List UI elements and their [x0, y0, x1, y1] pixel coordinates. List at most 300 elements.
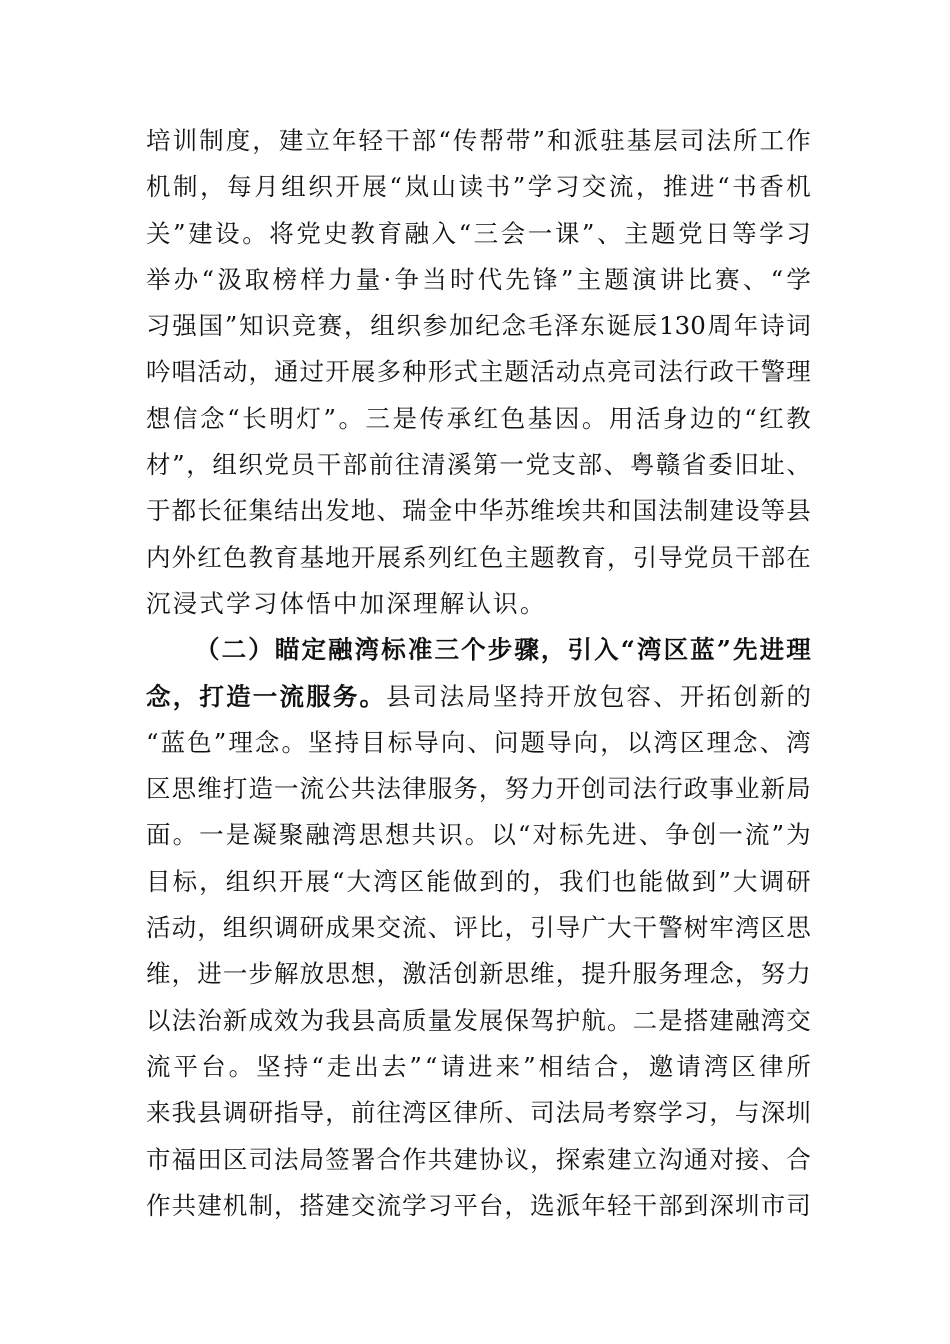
text-glyph: 先	[505, 264, 530, 294]
text-glyph: 台	[201, 1051, 226, 1081]
text-glyph: 第	[473, 450, 498, 480]
text-glyph: 机	[786, 172, 811, 202]
text-glyph: 司	[248, 1144, 273, 1174]
text-glyph: 作	[146, 1190, 171, 1220]
text-glyph: 活	[197, 357, 222, 387]
text-glyph: 思	[786, 913, 811, 943]
text-glyph: 是	[225, 820, 251, 850]
text-glyph: 一	[199, 820, 224, 850]
text-glyph: 深	[760, 1098, 786, 1128]
text-glyph: 来	[146, 1098, 171, 1128]
text-glyph: 放	[573, 681, 598, 711]
text-glyph: 习	[786, 218, 811, 248]
text-glyph: 来	[495, 1051, 521, 1081]
text-glyph: 融	[735, 1005, 760, 1035]
text-glyph: 设	[735, 496, 760, 526]
text-glyph: 当	[422, 264, 447, 294]
text-glyph: 去	[381, 1051, 407, 1081]
text-glyph: 县	[197, 1098, 222, 1128]
text-glyph: 代	[477, 264, 503, 294]
text-line	[146, 488, 811, 534]
text-glyph: 公	[325, 774, 350, 804]
text-glyph: 活	[427, 959, 453, 989]
text-glyph: 成	[248, 1005, 273, 1035]
text-line	[146, 442, 811, 488]
text-glyph: 干	[632, 913, 658, 943]
text-glyph: 瞄	[274, 635, 300, 665]
text-glyph: 圳	[786, 1098, 811, 1128]
text-glyph: 、	[638, 820, 664, 850]
text-glyph: “	[424, 1051, 438, 1081]
text-glyph: 协	[478, 1144, 504, 1174]
text-glyph: 国	[198, 311, 223, 341]
text-glyph: “	[517, 820, 531, 850]
text-glyph: 每	[227, 172, 252, 202]
text-glyph: 、	[467, 727, 492, 757]
text-glyph: 集	[248, 496, 273, 526]
text-glyph: 题	[504, 357, 530, 387]
text-glyph: 的	[717, 403, 742, 433]
text-glyph: 纪	[475, 311, 500, 341]
body-text	[146, 118, 811, 1229]
text-glyph: 推	[663, 172, 688, 202]
text-glyph: 点	[581, 357, 606, 387]
text-glyph: 湾	[354, 635, 380, 665]
text-glyph: 思	[325, 959, 350, 989]
text-glyph: 流	[744, 820, 770, 850]
text-glyph: 努	[760, 959, 786, 989]
text-glyph: 学	[658, 1098, 683, 1128]
text-glyph: 色	[500, 403, 526, 433]
text-glyph: ，	[478, 774, 504, 804]
text-glyph: 开	[555, 774, 581, 804]
text-glyph: 一	[252, 681, 278, 711]
text-glyph: 请	[676, 1051, 701, 1081]
text-glyph: 导	[547, 727, 572, 757]
text-glyph: ”	[581, 218, 595, 248]
text-glyph: ，	[540, 635, 566, 665]
text-glyph: ”	[718, 866, 731, 896]
text-glyph: 用	[608, 403, 634, 433]
text-glyph: 目	[361, 727, 386, 757]
text-glyph: 以	[146, 1005, 171, 1035]
text-glyph: 我	[325, 1005, 350, 1035]
text-glyph: 习	[554, 172, 580, 202]
text-glyph: 察	[632, 1098, 658, 1128]
text-glyph: 进	[612, 820, 637, 850]
text-glyph: 保	[504, 1005, 530, 1035]
text-glyph: 区	[222, 1144, 248, 1174]
text-glyph: 法	[632, 774, 658, 804]
text-glyph: 训	[172, 126, 198, 155]
text-glyph: 坚	[256, 1051, 281, 1081]
text-glyph: 念	[501, 311, 527, 341]
text-glyph: 建	[325, 1190, 350, 1220]
text-glyph: 共	[581, 496, 606, 526]
text-glyph: 入	[431, 218, 457, 248]
text-glyph: ”	[716, 635, 731, 665]
text-glyph: 请	[440, 1051, 465, 1081]
text-line	[146, 859, 811, 905]
text-glyph: 和	[547, 126, 572, 155]
text-glyph: 新	[760, 774, 786, 804]
text-glyph: 演	[632, 264, 657, 294]
text-glyph: 考	[606, 1098, 632, 1128]
text-glyph: 打	[199, 681, 224, 711]
text-glyph: 习	[427, 1190, 453, 1220]
text-glyph: ，	[274, 1190, 299, 1220]
text-glyph: 活	[635, 403, 661, 433]
text-glyph: 的	[505, 866, 531, 896]
text-glyph: 沟	[658, 1144, 683, 1174]
text-glyph: “	[458, 218, 472, 248]
text-glyph: 加	[449, 311, 474, 341]
text-line	[146, 535, 811, 581]
text-glyph: ，	[709, 1098, 734, 1128]
text-glyph: 对	[532, 820, 557, 850]
text-glyph: 质	[402, 1005, 427, 1035]
text-glyph: 为	[299, 1005, 325, 1035]
text-glyph: 国	[632, 496, 658, 526]
text-glyph: 持	[334, 727, 360, 757]
text-glyph: 市	[146, 1144, 171, 1174]
text-glyph: 台	[478, 1190, 504, 1220]
text-glyph: 部	[411, 126, 437, 155]
text-glyph: 田	[197, 1144, 222, 1174]
text-glyph: 基	[299, 542, 325, 572]
text-glyph: “	[620, 635, 635, 665]
text-glyph: 指	[274, 1098, 299, 1128]
text-glyph: 轻	[606, 1190, 632, 1220]
text-glyph: 大	[606, 913, 632, 943]
text-glyph: 区	[399, 866, 425, 896]
text-glyph: 到	[479, 866, 504, 896]
text-glyph: 理	[683, 959, 709, 989]
text-glyph: 调	[222, 1098, 248, 1128]
text-glyph: 合	[376, 1144, 401, 1174]
text-glyph: 交	[581, 172, 607, 202]
text-glyph: 一	[222, 959, 248, 989]
text-glyph: 引	[632, 542, 658, 572]
text-glyph: 习	[683, 1098, 709, 1128]
text-line	[146, 257, 811, 303]
text-glyph: 征	[222, 496, 248, 526]
text-glyph: 身	[663, 403, 688, 433]
text-glyph: 问	[493, 727, 519, 757]
text-glyph: 治	[197, 1005, 222, 1035]
text-glyph: 力	[328, 264, 353, 294]
text-glyph: 二	[632, 1005, 658, 1035]
text-glyph: 流	[279, 681, 304, 711]
text-glyph: 研	[248, 1098, 273, 1128]
text-glyph: 局	[299, 1144, 325, 1174]
text-glyph: 制	[683, 496, 709, 526]
text-glyph: 解	[274, 959, 299, 989]
text-glyph: ，	[172, 681, 198, 711]
text-glyph: 导	[299, 1098, 325, 1128]
text-glyph: 华	[478, 496, 504, 526]
text-glyph: ，	[504, 913, 530, 943]
text-glyph: 年	[331, 126, 357, 155]
text-glyph: 往	[394, 450, 420, 480]
text-glyph: 地	[325, 542, 350, 572]
text-glyph: 岚	[404, 172, 429, 202]
text-glyph: 思	[358, 820, 383, 850]
text-glyph: 蓝	[690, 635, 715, 665]
text-glyph: 向	[440, 727, 466, 757]
text-glyph: 发	[453, 1005, 478, 1035]
text-glyph: 组	[225, 866, 251, 896]
text-glyph: 习	[146, 311, 171, 341]
text-glyph: 组	[281, 172, 306, 202]
text-glyph: 研	[299, 913, 325, 943]
text-glyph: 取	[244, 264, 270, 294]
text-glyph: 建	[709, 1005, 734, 1035]
text-glyph: ·	[383, 264, 392, 294]
text-glyph: 东	[580, 311, 605, 341]
text-glyph: 党	[525, 450, 550, 480]
text-glyph: 等	[760, 496, 786, 526]
text-glyph: 层	[653, 126, 678, 155]
text-glyph: 邀	[648, 1051, 674, 1081]
text-glyph: 流	[608, 172, 634, 202]
text-glyph: 题	[520, 727, 545, 757]
text-glyph: 思	[171, 774, 197, 804]
text-glyph: 务	[453, 774, 478, 804]
text-glyph: 进	[690, 172, 715, 202]
text-glyph: 将	[269, 218, 294, 248]
text-glyph: 造	[248, 774, 273, 804]
text-glyph: ，	[606, 542, 632, 572]
text-glyph: 法	[439, 681, 465, 711]
text-glyph: 的	[786, 681, 811, 711]
text-glyph: 色	[222, 542, 248, 572]
text-glyph: ”	[173, 218, 186, 248]
text-glyph: ，	[171, 959, 197, 989]
text-glyph: 信	[173, 403, 198, 433]
text-glyph: 组	[222, 913, 248, 943]
text-glyph: 果	[350, 913, 376, 943]
text-glyph: 都	[171, 496, 197, 526]
text-glyph: ，	[530, 1144, 555, 1174]
text-glyph: 基	[626, 126, 652, 155]
text-glyph: 识	[438, 820, 463, 850]
text-glyph: 能	[638, 866, 664, 896]
text-glyph: 牢	[709, 913, 734, 943]
text-glyph: 样	[300, 264, 325, 294]
text-glyph: 办	[173, 264, 199, 294]
text-glyph: 引	[567, 635, 593, 665]
text-glyph: 流	[376, 1190, 401, 1220]
text-glyph: 务	[332, 681, 358, 711]
text-glyph: 主	[576, 264, 602, 294]
text-glyph: 种	[402, 357, 427, 387]
text-glyph: 长	[197, 496, 222, 526]
text-glyph: 材	[146, 450, 171, 480]
text-glyph: 湾	[735, 913, 760, 943]
text-glyph: 平	[173, 1051, 199, 1081]
text-glyph: 、	[742, 264, 768, 294]
text-glyph: 湾	[402, 1098, 427, 1128]
text-glyph: 课	[554, 218, 580, 248]
text-glyph: 与	[735, 1098, 760, 1128]
text-glyph: 。	[338, 403, 363, 433]
text-glyph: 日	[705, 218, 730, 248]
text-glyph: 司	[632, 357, 658, 387]
text-glyph: 月	[254, 172, 279, 202]
text-glyph: 诞	[606, 311, 632, 341]
text-glyph: 以	[626, 727, 652, 757]
text-glyph: 发	[325, 496, 350, 526]
text-glyph: ，	[344, 311, 369, 341]
text-glyph: 、	[427, 913, 453, 943]
text-glyph: 建	[606, 1144, 632, 1174]
text-glyph: 三	[365, 403, 390, 433]
text-glyph: 边	[690, 403, 715, 433]
text-glyph: 湾	[703, 1051, 729, 1081]
text-glyph: 。	[242, 218, 267, 248]
text-glyph: 大	[733, 866, 758, 896]
text-glyph: 所	[733, 126, 758, 155]
text-glyph: 立	[305, 126, 330, 155]
text-glyph: 毛	[527, 311, 553, 341]
text-glyph: 维	[197, 774, 222, 804]
text-glyph: “	[744, 403, 757, 433]
text-glyph: 工	[759, 126, 785, 155]
text-line	[146, 303, 811, 349]
text-glyph: ”	[523, 1051, 536, 1081]
text-glyph: 锋	[533, 264, 558, 294]
text-glyph: 展	[305, 866, 330, 896]
text-glyph: 深	[709, 1190, 734, 1220]
text-glyph: “	[146, 727, 159, 757]
text-glyph: 对	[709, 1144, 734, 1174]
text-glyph: 大	[346, 866, 372, 896]
text-glyph: 干	[632, 1190, 658, 1220]
text-glyph: 讲	[659, 264, 685, 294]
text-glyph: ，	[199, 866, 224, 896]
text-glyph: 地	[350, 496, 376, 526]
text-glyph: 题	[530, 542, 555, 572]
text-glyph: 交	[350, 1190, 376, 1220]
text-glyph: ，	[504, 1190, 530, 1220]
text-glyph: 律	[453, 1098, 478, 1128]
text-glyph: 榜	[272, 264, 298, 294]
text-glyph: 湾	[653, 727, 678, 757]
text-glyph: 建	[188, 218, 213, 248]
text-glyph: 制	[199, 126, 224, 155]
text-glyph: 展	[350, 357, 376, 387]
text-line	[146, 1044, 811, 1090]
text-glyph: 定	[301, 635, 326, 665]
text-glyph: ”	[532, 126, 545, 155]
text-glyph: 护	[555, 1005, 581, 1035]
text-line	[146, 720, 811, 766]
text-glyph: 学	[527, 172, 553, 202]
text-glyph: 探	[555, 1144, 581, 1174]
text-glyph: 主	[504, 542, 530, 572]
text-glyph: 址	[760, 450, 785, 480]
text-line	[146, 164, 811, 210]
text-glyph: 湾	[636, 635, 662, 665]
text-glyph: 开	[325, 357, 350, 387]
text-glyph: 辰	[632, 311, 658, 341]
text-glyph: 我	[171, 1098, 197, 1128]
text-glyph: 念	[709, 959, 734, 989]
text-glyph: 力	[530, 774, 555, 804]
text-glyph: 内	[146, 542, 171, 572]
text-glyph: 进	[468, 1051, 493, 1081]
text-glyph: 主	[623, 218, 649, 248]
text-glyph: ”	[323, 403, 336, 433]
text-glyph: 搭	[683, 1005, 709, 1035]
text-glyph: 赛	[317, 311, 343, 341]
text-glyph: 三	[434, 635, 459, 665]
text-glyph: 先	[732, 635, 758, 665]
text-glyph: 员	[709, 542, 734, 572]
text-glyph: 调	[274, 913, 299, 943]
text-glyph: 诗	[760, 311, 785, 341]
text-glyph: 服	[306, 681, 331, 711]
text-glyph: 等	[732, 218, 757, 248]
text-glyph: 130	[659, 311, 706, 341]
text-glyph: 于	[146, 496, 171, 526]
text-glyph: 省	[682, 450, 707, 480]
text-glyph: 活	[146, 913, 171, 943]
text-glyph: 选	[530, 1190, 555, 1220]
text-glyph: ，	[186, 450, 211, 480]
text-line	[146, 951, 811, 997]
text-glyph: 机	[146, 172, 171, 202]
text-glyph: 想	[146, 403, 171, 433]
text-glyph: 念	[733, 727, 758, 757]
text-glyph: 织	[396, 311, 422, 341]
text-glyph: 法	[274, 1144, 299, 1174]
text-glyph: 红	[453, 542, 478, 572]
text-glyph: 干	[316, 450, 342, 480]
text-glyph: 竞	[291, 311, 317, 341]
text-glyph: 、	[786, 450, 811, 480]
text-glyph: 带	[505, 126, 531, 155]
text-glyph: 创	[691, 820, 717, 850]
text-glyph: 明	[269, 403, 294, 433]
text-glyph: 共	[171, 1190, 197, 1220]
text-glyph: 思	[504, 959, 530, 989]
text-glyph: 签	[325, 1144, 350, 1174]
text-glyph: 持	[283, 1051, 309, 1081]
text-glyph: 新	[222, 1005, 248, 1035]
text-glyph: ）	[248, 635, 273, 665]
text-glyph: 到	[683, 1190, 709, 1220]
text-glyph: 员	[290, 450, 316, 480]
text-glyph: 做	[452, 866, 478, 896]
text-glyph: 索	[581, 1144, 606, 1174]
text-glyph: 务	[658, 959, 683, 989]
text-glyph: 育	[377, 218, 402, 248]
text-glyph: 多	[376, 357, 401, 387]
text-glyph: 培	[146, 126, 171, 155]
text-glyph: 建	[709, 496, 734, 526]
text-glyph: 交	[786, 1005, 811, 1035]
text-glyph: ”	[224, 311, 238, 341]
text-glyph: ，	[735, 959, 760, 989]
text-glyph: 亮	[606, 357, 632, 387]
text-glyph: 。	[606, 1005, 632, 1035]
text-glyph: 导	[555, 913, 581, 943]
text-glyph: 赣	[655, 450, 681, 480]
text-glyph: 红	[473, 403, 499, 433]
text-glyph: 所	[786, 1051, 811, 1081]
